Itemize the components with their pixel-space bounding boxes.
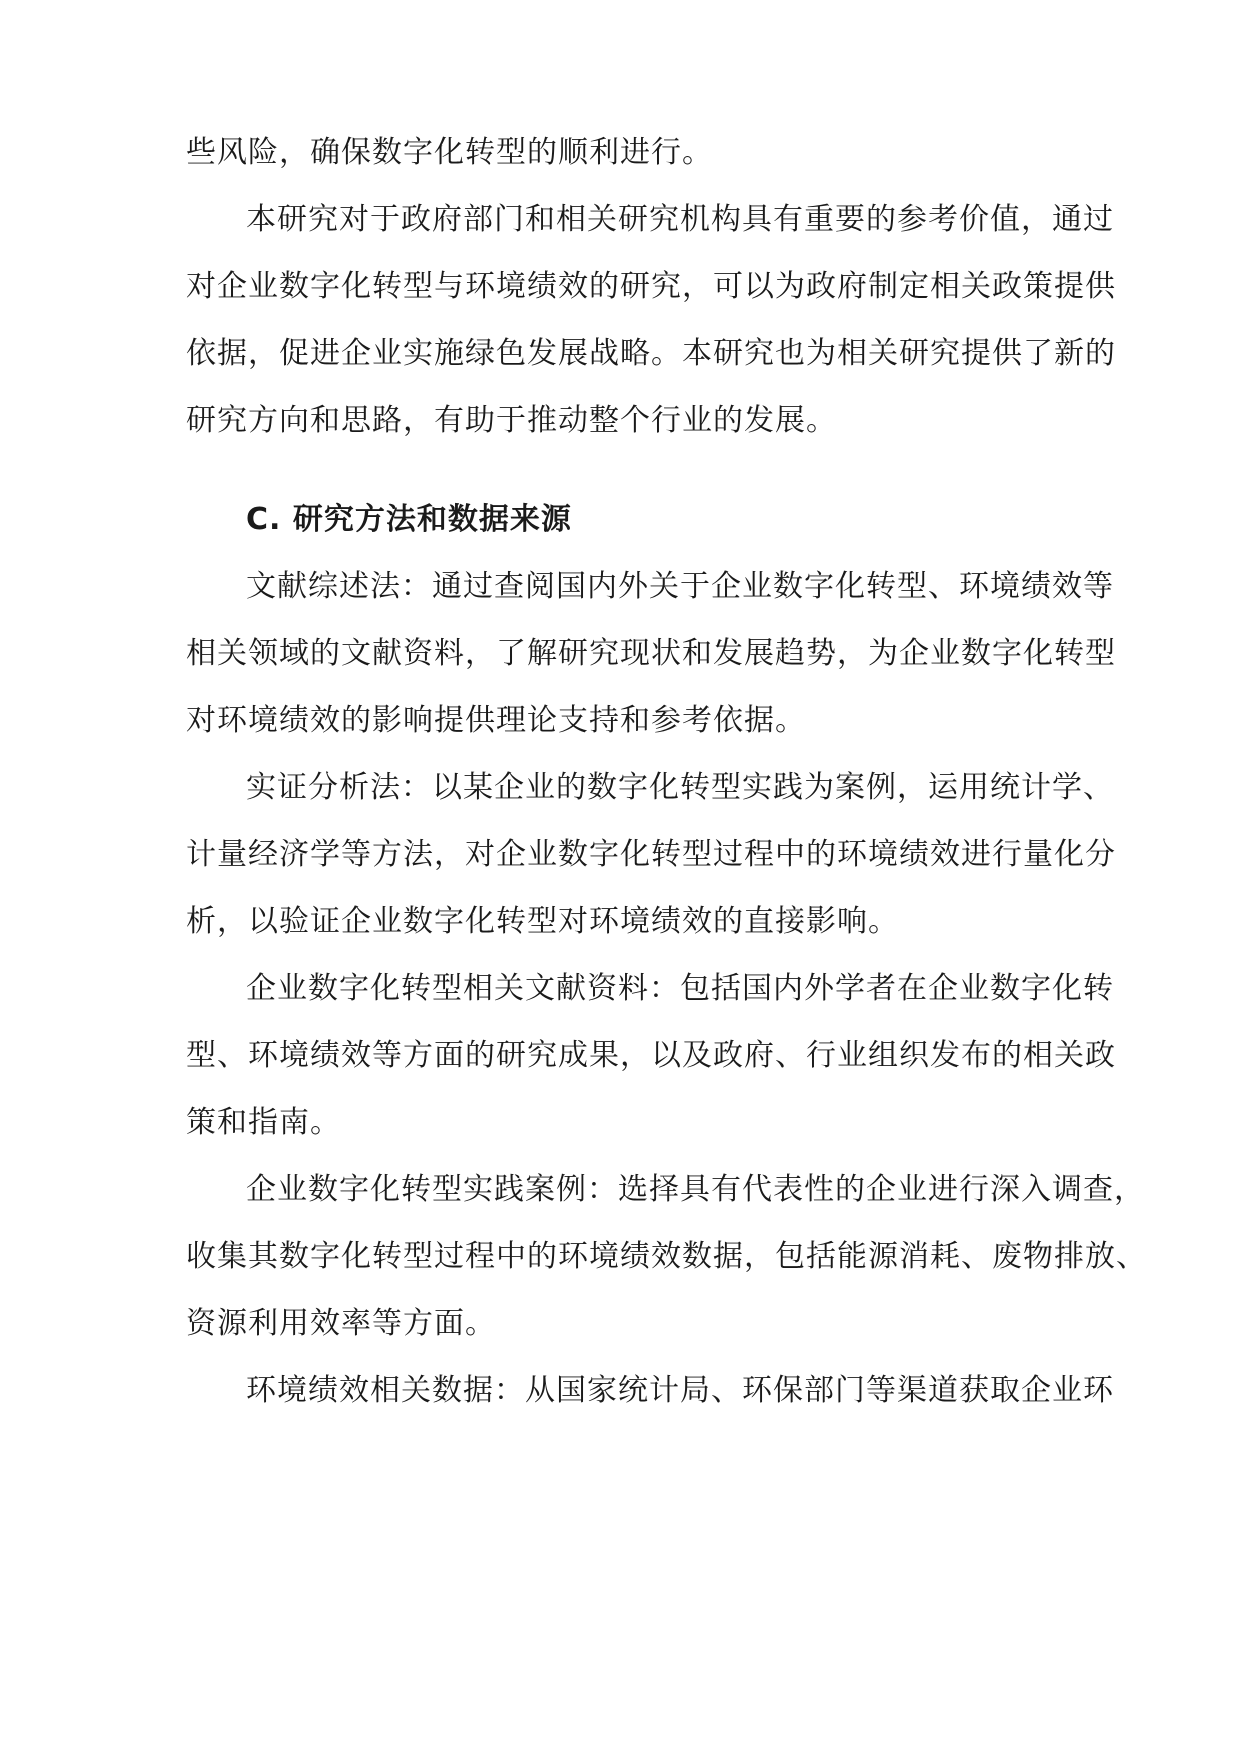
value-para-line-3: 依据，促进企业实施绿色发展战略。本研究也为相关研究提供了新的 [186, 336, 1116, 371]
cases-para-line-3: 资源利用效率等方面。 [186, 1306, 496, 1341]
materials-para-line-1: 企业数字化转型相关文献资料：包括国内外学者在企业数字化转 [246, 971, 1114, 1006]
literature-para-line-2: 相关领域的文献资料，了解研究现状和发展趋势，为企业数字化转型 [186, 636, 1116, 671]
env-data-para-line-1: 环境绩效相关数据：从国家统计局、环保部门等渠道获取企业环 [246, 1373, 1114, 1408]
materials-para-line-2: 型、环境绩效等方面的研究成果，以及政府、行业组织发布的相关政 [186, 1038, 1116, 1073]
empirical-para-line-1: 实证分析法：以某企业的数字化转型实践为案例，运用统计学、 [246, 770, 1114, 805]
value-para-line-1: 本研究对于政府部门和相关研究机构具有重要的参考价值，通过 [246, 202, 1114, 237]
cases-para-line-1: 企业数字化转型实践案例：选择具有代表性的企业进行深入调查， [246, 1172, 1145, 1207]
section-heading: C. 研究方法和数据来源 [246, 502, 572, 537]
literature-para-line-3: 对环境绩效的影响提供理论支持和参考依据。 [186, 703, 806, 738]
literature-para-line-1: 文献综述法：通过查阅国内外关于企业数字化转型、环境绩效等 [246, 569, 1114, 604]
value-para-line-4: 研究方向和思路，有助于推动整个行业的发展。 [186, 403, 837, 438]
cases-para-line-2: 收集其数字化转型过程中的环境绩效数据，包括能源消耗、废物排放、 [186, 1239, 1147, 1274]
empirical-para-line-3: 析，以验证企业数字化转型对环境绩效的直接影响。 [186, 904, 899, 939]
materials-para-line-3: 策和指南。 [186, 1105, 341, 1140]
empirical-para-line-2: 计量经济学等方法，对企业数字化转型过程中的环境绩效进行量化分 [186, 837, 1116, 872]
value-para-line-2: 对企业数字化转型与环境绩效的研究，可以为政府制定相关政策提供 [186, 269, 1116, 304]
intro-tail-line: 些风险，确保数字化转型的顺利进行。 [186, 135, 713, 170]
